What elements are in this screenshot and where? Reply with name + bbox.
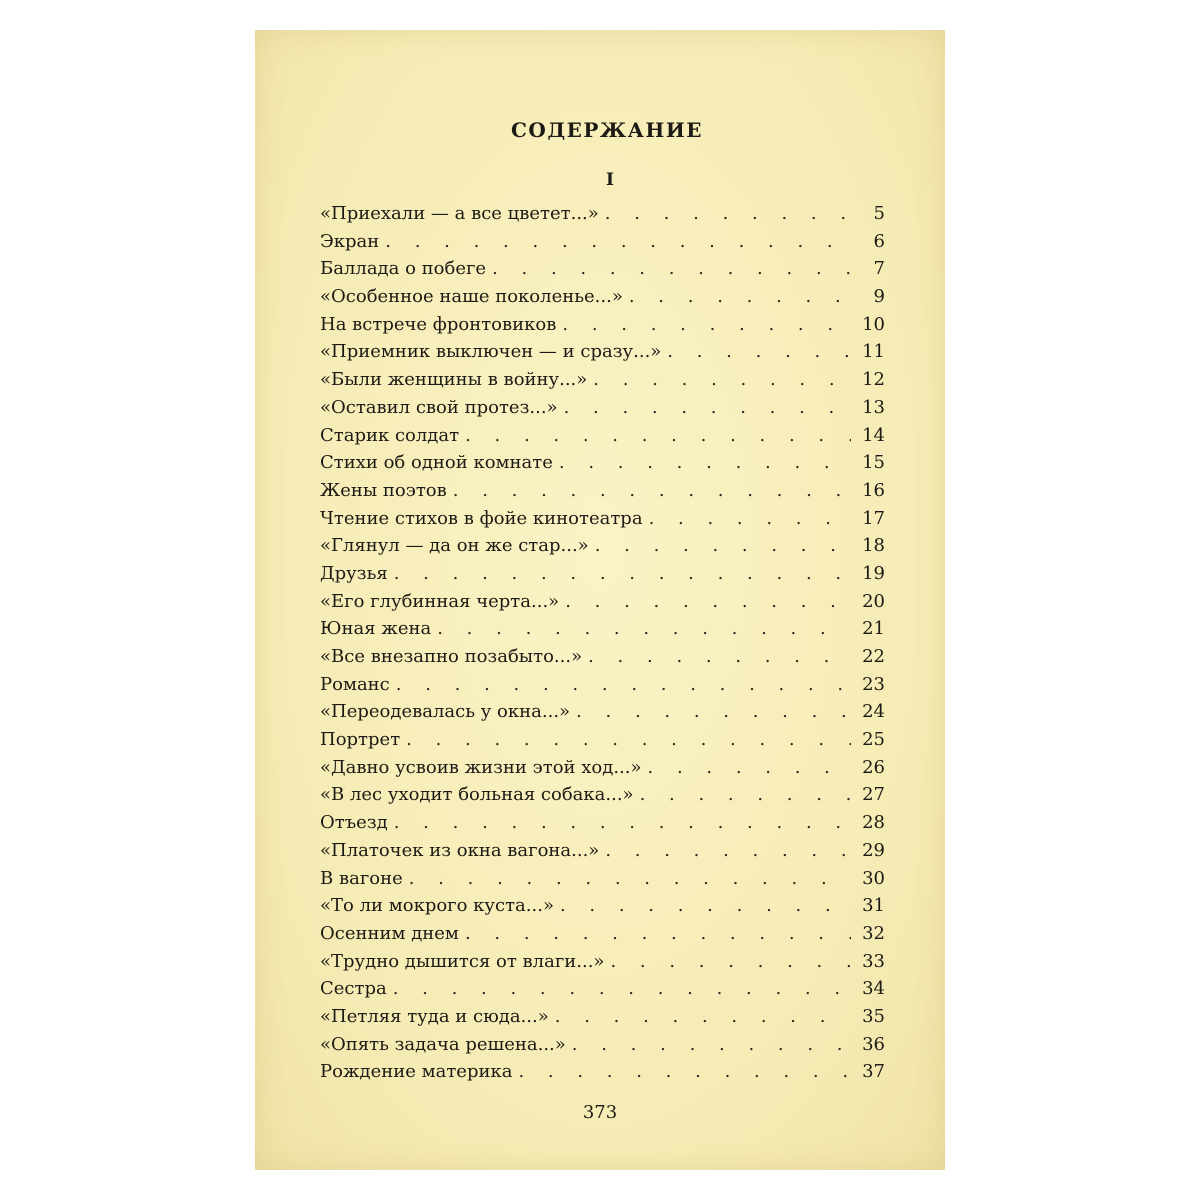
toc-entry-title: «Опять задача решена...»	[320, 1033, 566, 1055]
toc-entry-title: Осенним днем	[320, 922, 459, 944]
toc-entry	[320, 200, 885, 228]
toc-entry-page: 35	[862, 1005, 885, 1027]
toc-dot-leader	[393, 975, 851, 1003]
toc-entry	[320, 505, 885, 533]
toc-dot-leader	[667, 338, 851, 366]
toc-entry	[320, 615, 885, 643]
toc-entry-page: 11	[862, 341, 885, 363]
toc-entry-title: «Были женщины в войну...»	[320, 369, 588, 391]
toc-entry-page: 20	[862, 590, 885, 612]
toc-entry-page: 23	[862, 673, 885, 695]
toc-dot-leader	[588, 643, 851, 671]
toc-entry-page: 31	[862, 895, 885, 917]
toc-entry-page: 9	[873, 286, 885, 308]
toc-entry-title: «Приехали — а все цветет...»	[320, 203, 599, 224]
toc-entry-page: 18	[862, 535, 885, 557]
page-title: СОДЕРЖАНИЕ	[511, 118, 703, 142]
toc-entry-title: Портрет	[320, 729, 401, 751]
toc-entry-title: «Его глубинная черта...»	[320, 590, 560, 612]
toc-entry-title: Сестра	[320, 978, 387, 1000]
toc-dot-leader	[593, 366, 851, 394]
toc-entry-page: 21	[862, 618, 885, 640]
toc-dot-leader	[453, 477, 851, 505]
toc-entry-page: 6	[873, 230, 885, 252]
toc-entry	[320, 1031, 885, 1059]
toc-entry-title: Старик солдат	[320, 424, 460, 446]
toc-entry	[320, 726, 885, 754]
toc-entry	[320, 754, 885, 782]
page-number: 373	[582, 1102, 618, 1123]
toc-dot-leader	[649, 505, 851, 533]
toc-dot-leader	[565, 588, 851, 616]
toc-entry-title: «Переодевалась у окна...»	[320, 701, 571, 723]
toc-entry-page: 27	[862, 784, 885, 806]
toc-entry-title: Чтение стихов в фойе кинотеатра	[320, 507, 643, 529]
toc-entry-title: «В лес уходит больная собака...»	[320, 784, 634, 806]
toc-entry	[320, 228, 885, 256]
toc-entry-page: 22	[862, 646, 885, 667]
toc-entry-page: 37	[862, 1061, 885, 1083]
toc-entry-title: В вагоне	[320, 867, 403, 889]
toc-entry-page: 13	[862, 396, 885, 418]
toc-dot-leader	[629, 283, 851, 311]
toc-entry	[320, 449, 885, 477]
toc-entry	[320, 255, 885, 283]
toc-dot-leader	[437, 615, 851, 643]
toc-dot-leader	[394, 560, 851, 588]
toc-entry-page: 32	[862, 922, 885, 944]
toc-entry-title: Юная жена	[320, 618, 432, 640]
toc-dot-leader	[492, 255, 851, 283]
toc-dot-leader	[465, 422, 851, 450]
toc-entry-title: «Особенное наше поколенье...»	[320, 286, 623, 308]
toc-dot-leader	[518, 1058, 851, 1086]
toc-entry	[320, 892, 885, 920]
toc-entry-page: 30	[862, 867, 885, 889]
toc-entry	[320, 366, 885, 394]
toc-entry	[320, 532, 885, 560]
toc-entry-title: Друзья	[320, 562, 388, 584]
toc-entry	[320, 837, 885, 865]
toc-entry	[320, 560, 885, 588]
toc-dot-leader	[385, 228, 851, 256]
toc-entry	[320, 671, 885, 699]
table-of-contents	[320, 200, 885, 1086]
toc-entry-page: 16	[862, 479, 885, 501]
toc-entry	[320, 283, 885, 311]
toc-entry	[320, 975, 885, 1003]
toc-entry-page: 26	[862, 756, 885, 778]
toc-dot-leader	[409, 865, 851, 893]
section-number: I	[606, 170, 614, 190]
toc-dot-leader	[572, 1031, 851, 1059]
toc-entry-page: 7	[873, 258, 885, 280]
toc-dot-leader	[396, 671, 851, 699]
toc-entry-page: 10	[862, 313, 885, 335]
toc-entry-title: «Давно усвоив жизни этой ход...»	[320, 756, 642, 778]
toc-entry-title: Отъезд	[320, 812, 388, 834]
toc-entry-title: Романс	[320, 673, 390, 695]
toc-entry-page: 29	[862, 839, 885, 861]
toc-dot-leader	[559, 449, 851, 477]
toc-entry-title: «Платочек из окна вагона...»	[320, 839, 600, 861]
toc-entry	[320, 920, 885, 948]
toc-dot-leader	[648, 754, 852, 782]
toc-entry	[320, 948, 885, 976]
toc-dot-leader	[576, 698, 851, 726]
toc-entry-page: 14	[862, 424, 885, 446]
toc-dot-leader	[465, 920, 851, 948]
toc-entry	[320, 865, 885, 893]
toc-entry-title: «Петляя туда и сюда...»	[320, 1005, 549, 1027]
toc-entry	[320, 698, 885, 726]
toc-entry-page: 5	[873, 203, 885, 224]
toc-entry-title: Жены поэтов	[320, 479, 447, 501]
toc-entry-title: Рождение материка	[320, 1061, 513, 1083]
toc-entry	[320, 477, 885, 505]
toc-dot-leader	[564, 394, 851, 422]
toc-dot-leader	[605, 200, 851, 228]
book-page	[255, 30, 945, 1170]
toc-entry	[320, 643, 885, 671]
toc-entry	[320, 422, 885, 450]
toc-dot-leader	[595, 532, 851, 560]
toc-entry	[320, 1003, 885, 1031]
toc-dot-leader	[406, 726, 851, 754]
toc-entry-title: «Трудно дышится от влаги...»	[320, 950, 605, 972]
toc-entry-title: Баллада о побеге	[320, 258, 487, 280]
toc-dot-leader	[562, 311, 851, 339]
toc-entry-title: «Оставил свой протез...»	[320, 396, 558, 418]
toc-entry-page: 15	[862, 452, 885, 474]
toc-entry-title: На встрече фронтовиков	[320, 313, 557, 335]
toc-entry-title: «Приемник выключен — и сразу...»	[320, 341, 662, 363]
toc-entry	[320, 809, 885, 837]
toc-entry-title: «То ли мокрого куста...»	[320, 895, 554, 917]
toc-entry-title: «Все внезапно позабыто...»	[320, 646, 583, 667]
toc-entry	[320, 588, 885, 616]
toc-entry-page: 24	[862, 701, 885, 723]
toc-entry-title: «Глянул — да он же стар...»	[320, 535, 589, 557]
toc-dot-leader	[394, 809, 851, 837]
toc-entry	[320, 781, 885, 809]
toc-entry-page: 25	[862, 729, 885, 751]
toc-dot-leader	[555, 1003, 851, 1031]
toc-entry	[320, 394, 885, 422]
toc-entry	[320, 338, 885, 366]
toc-entry-page: 17	[862, 507, 885, 529]
toc-entry-title: Стихи об одной комнате	[320, 452, 553, 474]
toc-entry	[320, 1058, 885, 1086]
toc-entry-title: Экран	[320, 230, 380, 252]
toc-dot-leader	[560, 892, 851, 920]
toc-entry-page: 28	[862, 812, 885, 834]
toc-entry-page: 36	[862, 1033, 885, 1055]
toc-dot-leader	[610, 948, 851, 976]
toc-entry-page: 19	[862, 562, 885, 584]
toc-dot-leader	[605, 837, 851, 865]
toc-entry	[320, 311, 885, 339]
toc-entry-page: 33	[862, 950, 885, 972]
toc-entry-page: 12	[862, 369, 885, 391]
toc-entry-page: 34	[862, 978, 885, 1000]
toc-dot-leader	[640, 781, 851, 809]
